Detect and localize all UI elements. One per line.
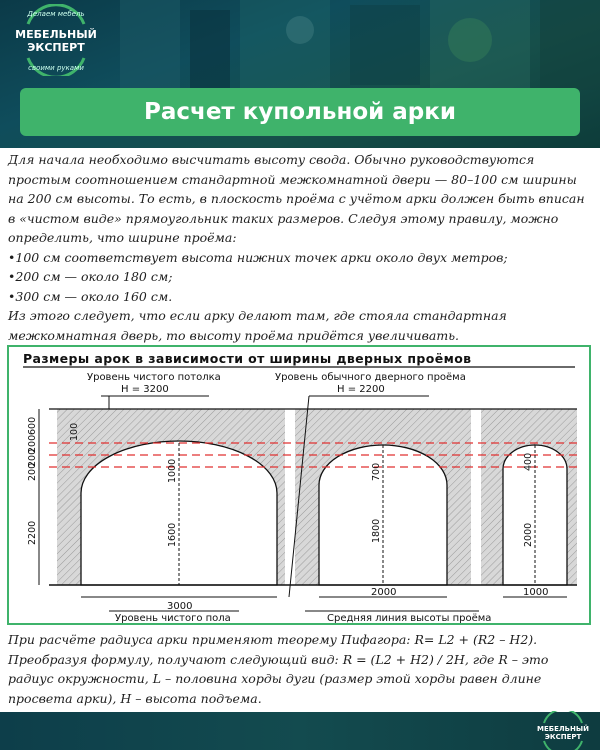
arch2-height: 1800	[371, 518, 382, 543]
footer-logo-line1: МЕБЕЛЬНЫЙ	[537, 725, 589, 733]
footer-banner	[0, 712, 600, 750]
midline-label: Средняя линия высоты проёма	[327, 613, 492, 623]
logo-line2: ЭКСПЕРТ	[27, 41, 85, 54]
footer-logo-line2: ЭКСПЕРТ	[544, 733, 582, 741]
arch2-rise: 700	[371, 462, 382, 481]
svg-text:200: 200	[27, 462, 38, 481]
bullet-item	[8, 248, 592, 268]
bullet-text: 200 см — около 180 см;	[15, 269, 173, 284]
door-level-height: H = 2200	[337, 384, 385, 395]
arch1-height: 1600	[167, 522, 178, 547]
intro-conclusion: Из этого следует, что если арку делают там, где стояла стандартная межкомнатная дверь, то высоту проёма придётся увеличивать.	[8, 308, 507, 343]
brand-logo	[8, 4, 104, 76]
logo-bottom-text: своими руками	[28, 64, 84, 72]
bullet-item	[8, 287, 592, 307]
arch2-width: 2000	[371, 587, 397, 598]
arch-diagram-svg	[9, 347, 589, 623]
door-level-label: Уровень обычного дверного проёма	[275, 372, 466, 383]
floor-label: Уровень чистого пола	[115, 613, 231, 623]
bullet-dot-icon: •	[8, 288, 16, 304]
svg-text:100: 100	[69, 422, 80, 441]
logo-top-text: Делаем мебель	[27, 10, 85, 18]
diagram-title: Размеры арок в зависимости от ширины дверных проёмов	[23, 351, 472, 366]
arch1-rise: 1000	[167, 458, 178, 483]
intro-section	[8, 150, 592, 345]
page-title: Расчет купольной арки	[20, 88, 580, 136]
bullet-text: 100 см соответствует высота нижних точек арки около двух метров;	[15, 249, 508, 265]
header-banner	[0, 0, 600, 148]
arch1-width: 3000	[167, 601, 193, 612]
bullet-item	[8, 267, 592, 287]
svg-text:600: 600	[27, 416, 38, 435]
bullet-dot-icon: •	[8, 269, 16, 284]
bullet-dot-icon: •	[8, 249, 16, 265]
arch3-height: 2000	[523, 522, 534, 547]
arch-diagram	[7, 345, 591, 625]
bullet-text: 300 см — около 160 см.	[15, 288, 173, 304]
ceiling-height: H = 3200	[121, 384, 169, 395]
ceiling-label: Уровень чистого потолка	[87, 372, 221, 383]
footer-logo	[532, 711, 594, 750]
svg-text:200: 200	[27, 448, 38, 467]
logo-line1: МЕБЕЛЬНЫЙ	[15, 28, 97, 41]
svg-text:2200: 2200	[27, 520, 38, 545]
arch3-width: 1000	[523, 587, 549, 598]
svg-text:200: 200	[27, 434, 38, 453]
formula-paragraph: При расчёте радиуса арки применяют теорему Пифагора: R= L2 + (R2 – H2). Преобразуя формулу, получают следующий вид: R = (L2 + H2) / 2H, где R – это радиус окружности, L – половина хорды дуги (размер этой хорды равен длине просвета арки), H – высота подъема.	[8, 632, 549, 706]
arch3-rise: 400	[523, 452, 534, 471]
intro-paragraph: Для начала необходимо высчитать высоту свода. Обычно руководствуются простым соотношением стандартной межкомнатной двери — 80–100 см ширины на 200 см высоты. То есть, в плоскость проёма с учётом арки должен быть вписан в «чистом виде» прямоугольник таких размеров. Следуя этому правилу, можно определить, что ширине проёма:	[8, 152, 585, 245]
